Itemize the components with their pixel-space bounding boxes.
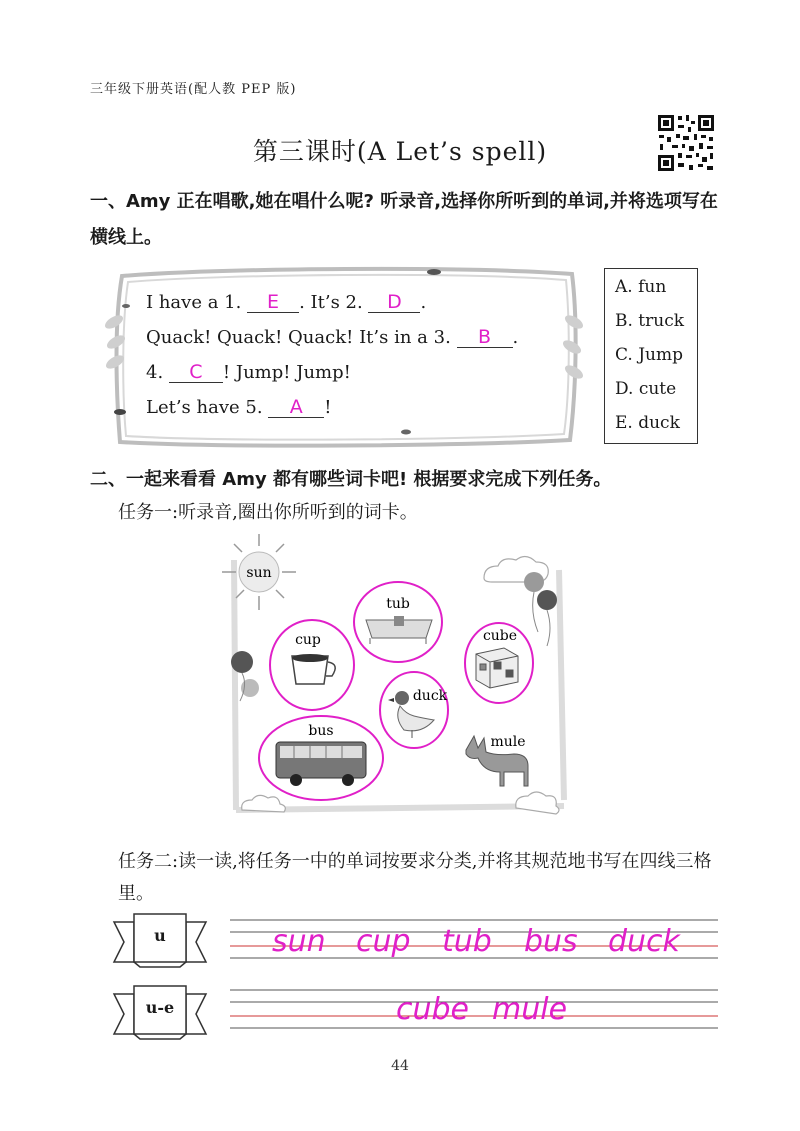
option-d: D. cute: [615, 379, 677, 399]
card-label-mule: mule: [490, 734, 526, 750]
category-tag-u: [112, 912, 208, 968]
word-card-scene: [214, 530, 584, 830]
written-word: cup: [356, 924, 411, 959]
tag-label-u: u: [154, 926, 166, 945]
card-label-tub: tub: [386, 596, 410, 612]
option-e: E. duck: [615, 413, 680, 433]
bathtub-icon: [366, 616, 432, 644]
sentence-2: Quack! Quack! Quack! It’s in a 3. B .: [146, 326, 519, 348]
answer-blank-5[interactable]: A: [268, 397, 324, 418]
decorative-frame: [104, 262, 584, 450]
written-word: tub: [442, 924, 492, 959]
task-2-instruction: 任务二:读一读,将任务一中的单词按要求分类,并将其规范地书写在四线三格里。: [118, 851, 712, 904]
category-tag-u-e: [112, 984, 208, 1040]
page-number: 44: [391, 1058, 409, 1074]
cube-icon: [476, 648, 518, 688]
answer-blank-4[interactable]: C: [169, 362, 223, 383]
written-word: bus: [524, 924, 578, 959]
answer-blank-2[interactable]: D: [368, 292, 420, 313]
written-word: mule: [492, 992, 568, 1027]
cup-icon: [292, 654, 335, 684]
section-2-heading: 二、一起来看看 Amy 都有哪些词卡吧! 根据要求完成下列任务。: [90, 469, 612, 490]
task-1-instruction: 任务一:听录音,圈出你所听到的词卡。: [118, 502, 418, 523]
card-label-cube: cube: [482, 628, 518, 644]
card-label-cup: cup: [295, 632, 321, 648]
sentence-1: I have a 1. E . It’s 2. D .: [146, 291, 427, 313]
card-label-sun: sun: [246, 565, 272, 581]
written-word: cube: [396, 992, 470, 1027]
lesson-title: 第三课时(A Let’s spell): [252, 137, 548, 166]
book-header: 三年级下册英语(配人教 PEP 版): [90, 82, 297, 97]
sentence-4: Let’s have 5. A !: [146, 396, 332, 418]
sentence-3: 4. C ! Jump! Jump!: [146, 361, 351, 383]
card-label-bus: bus: [308, 723, 334, 739]
answer-blank-1[interactable]: E: [247, 292, 299, 313]
option-a: A. fun: [615, 277, 667, 297]
section-1-heading: 一、Amy 正在唱歌,她在唱什么呢? 听录音,选择你所听到的单词,并将选项写在横线上。: [90, 191, 718, 248]
card-label-duck: duck: [412, 688, 448, 704]
options-box: [604, 268, 698, 444]
answer-blank-3[interactable]: B: [457, 327, 513, 348]
written-word: sun: [272, 924, 326, 959]
written-word: duck: [608, 924, 680, 959]
tag-label-u-e: u-e: [145, 998, 175, 1017]
option-c: C. Jump: [615, 345, 683, 365]
option-b: B. truck: [615, 311, 685, 331]
bus-icon: [276, 742, 366, 786]
